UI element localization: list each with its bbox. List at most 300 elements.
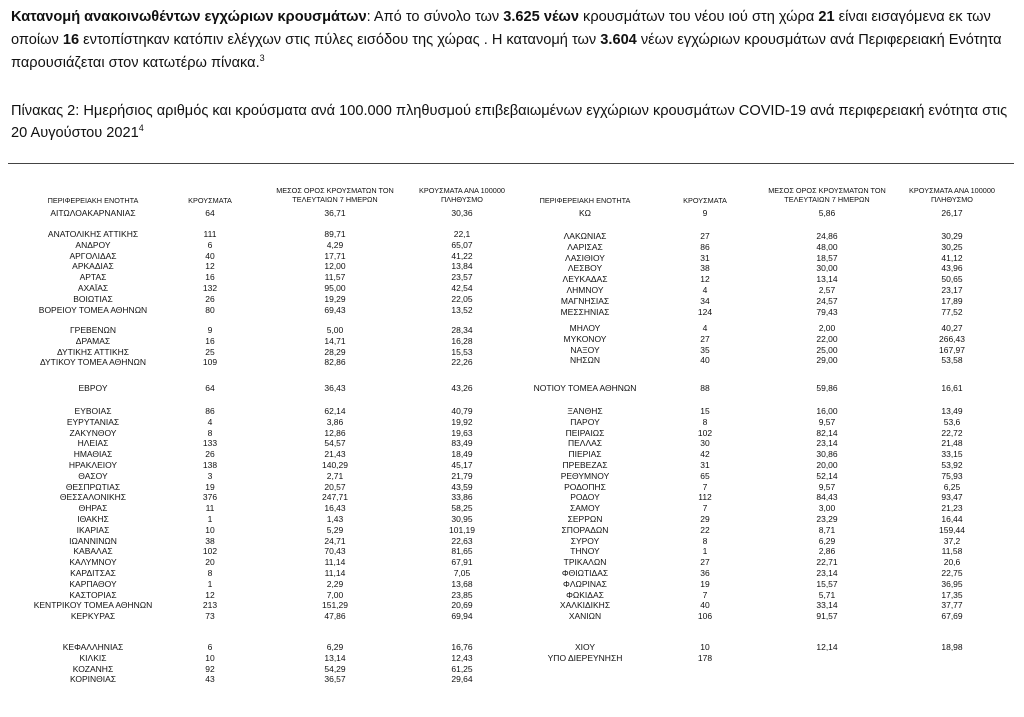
left-cell-cases: 64 [205,208,215,218]
right-cell-region: ΜΗΛΟΥ [569,323,601,333]
right-header-cases: ΚΡΟΥΣΜΑΤΑ [683,196,727,205]
left-cell-per100k: 43,59 [451,481,473,492]
left-cell-avg7: 4,29 [326,239,344,250]
left-cell-cases: 1 [207,578,213,589]
right-cell-cases: 42 [700,449,710,460]
right-cell-region: ΝΟΤΙΟΥ ΤΟΜΕΑ ΑΘΗΝΩΝ [533,383,637,393]
right-cell-per100k: 13,49 [941,406,963,416]
left-cell-region: ΕΥΒΟΙΑΣ [74,406,112,416]
right-cell-avg7: 25,00 [816,344,838,355]
left-cell-cases: 3 [207,470,213,481]
left-cell-cases: 86 [205,406,215,416]
right-cell-region: ΛΑΚΩΝΙΑΣ [563,231,607,241]
left-cell-avg7: 6,29 [326,642,344,652]
right-cell-avg7: 30,00 [816,263,838,274]
left-cell-per100k: 45,17 [451,460,473,470]
right-cell-per100k: 18,98 [941,642,963,652]
left-cell-cases: 9 [207,325,213,335]
right-cell-avg7: 82,14 [816,427,838,438]
right-cell-avg7: 9,57 [818,416,836,427]
right-cell-cases: 178 [697,652,713,663]
right-cell-cases: 31 [700,252,710,263]
left-cell-per100k: 13,52 [451,304,473,315]
right-cell-avg7: 2,86 [818,546,836,557]
left-cell-region: ΚΑΒΑΛΑΣ [73,546,113,557]
left-cell-region: ΘΕΣΣΑΛΟΝΙΚΗΣ [59,492,127,503]
right-cell-per100k: 30,29 [941,231,963,241]
right-cell-cases: 1 [702,546,708,557]
right-cell-cases: 40 [700,355,710,366]
intro-lead: Κατανομή ανακοινωθέντων εγχώριων κρουσμάτων [11,9,367,25]
right-cell-avg7: 5,86 [818,208,836,218]
right-cell-avg7: 2,57 [818,285,836,295]
right-cell-per100k: 23,17 [941,285,963,295]
right-cell-per100k: 53,58 [941,355,963,366]
left-cell-per100k: 12,43 [451,652,473,663]
left-cell-per100k: 19,63 [451,427,473,438]
right-cell-avg7: 22,71 [816,557,838,568]
left-cell-per100k: 22,05 [451,293,473,304]
left-cell-cases: 80 [205,304,215,315]
intro-domestic: 3.604 [600,32,637,48]
right-cell-cases: 112 [698,492,712,503]
right-cell-cases: 35 [700,344,710,355]
left-cell-region: ΑΝΔΡΟΥ [75,239,111,250]
right-cell-avg7: 12,14 [816,642,838,652]
right-cell-region: ΤΡΙΚΑΛΩΝ [563,557,607,568]
left-cell-region: ΚΑΣΤΟΡΙΑΣ [69,589,117,600]
left-cell-avg7: 36,71 [324,208,346,218]
left-cell-region: ΒΟΙΩΤΙΑΣ [73,293,113,304]
left-cell-avg7: 36,57 [324,674,346,685]
left-cell-avg7: 24,71 [324,535,346,546]
right-cell-per100k: 16,61 [941,383,963,393]
left-header-avg7: ΜΕΣΟΣ ΟΡΟΣ ΚΡΟΥΣΜΑΤΩΝ ΤΟΝ ΤΕΛΕΥΤΑΙΩΝ 7 ΗΜΕΡΩΝ [276,186,394,204]
left-cell-avg7: 11,14 [324,568,346,578]
right-cell-avg7: 3,00 [818,503,836,514]
right-cell-avg7: 29,00 [816,355,838,366]
right-cell-cases: 30 [700,438,710,449]
right-cell-region: ΧΑΛΚΙΔΙΚΗΣ [559,600,611,611]
left-cell-region: ΑΡΚΑΔΙΑΣ [72,261,114,272]
intro-total-new: 3.625 νέων [503,9,579,25]
right-cell-per100k: 53,92 [941,460,963,470]
right-cell-cases: 106 [697,611,713,622]
right-cell-region: ΜΑΓΝΗΣΙΑΣ [560,295,610,306]
right-cell-region: ΡΟΔΟΠΗΣ [564,481,606,492]
left-cell-avg7: 69,43 [324,304,346,315]
right-cell-per100k: 53,6 [943,416,961,427]
right-cell-avg7: 59,86 [816,383,838,393]
right-cell-per100k: 37,2 [943,535,961,546]
left-cell-region: ΗΛΕΙΑΣ [77,438,109,449]
left-cell-per100k: 65,07 [451,239,473,250]
right-cell-region: ΛΑΡΙΣΑΣ [567,241,603,252]
left-cell-region: ΚΑΡΠΑΘΟΥ [69,578,117,589]
right-cell-per100k: 30,25 [941,241,963,252]
right-cell-per100k: 159,44 [939,524,965,535]
intro-gates: 16 [62,32,80,48]
left-cell-per100k: 19,92 [451,416,473,427]
right-cell-region: ΧΙΟΥ [574,642,596,652]
left-cell-cases: 1 [207,514,213,524]
left-cell-cases: 111 [203,229,217,239]
left-cell-cases: 16 [205,272,215,283]
right-cell-region: ΣΠΟΡΑΔΩΝ [561,524,609,535]
left-cell-region: ΑΡΓΟΛΙΔΑΣ [69,250,117,261]
right-cell-avg7: 79,43 [816,306,838,317]
left-cell-avg7: 2,71 [326,470,344,481]
left-cell-cases: 213 [202,600,218,611]
left-cell-per100k: 22,63 [451,535,473,546]
intro-text-4: εντοπίστηκαν κατόπιν ελέγχων στις πύλες εισόδου της χώρας . Η κατανομή των [79,32,601,48]
left-cell-cases: 133 [202,438,218,449]
left-cell-avg7: 11,57 [324,272,346,283]
table-top-rule [8,163,1014,164]
right-cell-cases: 7 [702,589,708,600]
right-cell-avg7: 20,00 [816,460,838,470]
right-cell-region: ΣΥΡΟΥ [570,535,600,546]
left-cell-per100k: 15,53 [451,346,473,357]
right-cell-cases: 7 [702,481,708,492]
right-cell-cases: 65 [700,470,710,481]
left-cell-region: ΔΡΑΜΑΣ [75,335,111,346]
right-cell-region: ΥΠΟ ΔΙΕΡΕΥΝΗΣΗ [547,652,623,663]
left-cell-avg7: 5,00 [326,325,344,335]
left-cell-cases: 64 [205,383,215,393]
left-cell-cases: 10 [205,524,215,535]
left-cell-per100k: 41,22 [451,250,473,261]
left-cell-region: ΙΩΑΝΝΙΝΩΝ [69,535,117,546]
left-cell-region: ΚΑΡΔΙΤΣΑΣ [70,568,116,578]
right-cell-avg7: 13,14 [816,274,838,285]
right-cell-per100k: 16,44 [941,514,963,524]
left-cell-per100k: 58,25 [451,503,473,514]
right-cell-per100k: 17,89 [941,295,963,306]
right-cell-per100k: 41,12 [941,252,963,263]
left-cell-per100k: 42,54 [451,283,473,293]
right-cell-per100k: 6,25 [943,481,961,492]
right-cell-cases: 9 [702,208,708,218]
left-cell-cases: 6 [207,239,213,250]
left-cell-cases: 40 [205,250,215,261]
right-cell-region: ΦΘΙΩΤΙΔΑΣ [561,568,609,578]
left-cell-region: ΔΥΤΙΚΗΣ ΑΤΤΙΚΗΣ [56,346,130,357]
left-cell-avg7: 17,71 [324,250,346,261]
right-cell-cases: 4 [702,323,708,333]
right-cell-avg7: 16,00 [816,406,838,416]
left-cell-region: ΚΟΖΑΝΗΣ [72,663,114,674]
left-cell-avg7: 62,14 [324,406,346,416]
right-cell-cases: 19 [700,578,710,589]
left-header-cases: ΚΡΟΥΣΜΑΤΑ [188,196,232,205]
right-cell-per100k: 33,15 [941,449,963,460]
right-cell-cases: 38 [700,263,710,274]
right-cell-region: ΤΗΝΟΥ [570,546,600,557]
left-cell-per100k: 83,49 [451,438,473,449]
right-cell-avg7: 23,14 [816,568,838,578]
right-cell-avg7: 6,29 [818,535,836,546]
left-header-region: ΠΕΡΙΦΕΡΕΙΑΚΗ ΕΝΟΤΗΤΑ [47,196,139,205]
left-cell-cases: 38 [205,535,215,546]
left-cell-per100k: 69,94 [451,611,473,622]
left-cell-per100k: 67,91 [451,557,473,568]
right-cell-cases: 124 [697,306,713,317]
right-cell-avg7: 84,43 [816,492,838,503]
right-cell-region: ΣΕΡΡΩΝ [567,514,603,524]
left-cell-cases: 109 [202,357,218,368]
left-cell-region: ΕΥΡΥΤΑΝΙΑΣ [66,416,120,427]
right-cell-cases: 31 [700,460,710,470]
left-cell-per100k: 28,34 [451,325,473,335]
left-cell-cases: 25 [205,346,215,357]
right-cell-avg7: 23,29 [816,514,838,524]
right-cell-avg7: 91,57 [816,611,838,622]
right-cell-region: ΛΕΥΚΑΔΑΣ [562,274,608,285]
left-cell-avg7: 16,43 [324,503,346,514]
right-cell-cases: 12 [700,274,710,285]
right-cell-avg7: 24,57 [816,295,838,306]
left-cell-region: ΚΕΡΚΥΡΑΣ [70,611,116,622]
left-cell-per100k: 30,95 [451,514,473,524]
right-cell-cases: 36 [700,568,710,578]
left-cell-avg7: 11,14 [324,557,346,568]
right-cell-region: ΡΕΘΥΜΝΟΥ [560,470,610,481]
right-cell-per100k: 20,6 [943,557,961,568]
right-cell-region: ΛΗΜΝΟΥ [566,285,604,295]
left-cell-cases: 8 [207,568,213,578]
right-cell-per100k: 22,72 [941,427,963,438]
right-header-region: ΠΕΡΙΦΕΡΕΙΑΚΗ ΕΝΟΤΗΤΑ [539,196,631,205]
left-cell-cases: 26 [205,449,215,460]
table-caption [11,100,1015,144]
left-cell-avg7: 82,86 [324,357,346,368]
left-cell-avg7: 12,00 [324,261,346,272]
intro-text-1: : Από το σύνολο των [366,9,504,25]
right-cell-cases: 15 [700,406,710,416]
left-cell-per100k: 23,57 [451,272,473,283]
left-cell-cases: 102 [202,546,218,557]
left-header-per100k: ΚΡΟΥΣΜΑΤΑ ΑΝΑ 100000 ΠΛΗΘΥΣΜΟ [419,186,505,204]
right-cell-cases: 7 [702,503,708,514]
left-cell-cases: 10 [205,652,215,663]
right-cell-per100k: 21,48 [941,438,963,449]
left-cell-cases: 132 [202,283,218,293]
left-cell-cases: 26 [205,293,215,304]
right-cell-per100k: 37,77 [941,600,963,611]
right-cell-region: ΣΑΜΟΥ [569,503,600,514]
left-cell-cases: 12 [205,589,215,600]
left-cell-region: ΔΥΤΙΚΟΥ ΤΟΜΕΑ ΑΘΗΝΩΝ [39,357,147,368]
left-cell-region: ΚΙΛΚΙΣ [79,652,107,663]
left-cell-region: ΖΑΚΥΝΘΟΥ [69,427,117,438]
right-cell-region: ΜΕΣΣΗΝΙΑΣ [560,306,610,317]
right-cell-region: ΦΩΚΙΔΑΣ [566,589,604,600]
right-cell-region: ΜΥΚΟΝΟΥ [563,333,607,344]
left-cell-avg7: 28,29 [324,346,346,357]
right-cell-region: ΠΡΕΒΕΖΑΣ [562,460,608,470]
right-cell-avg7: 2,00 [818,323,836,333]
left-cell-region: ΚΟΡΙΝΘΙΑΣ [69,674,117,685]
left-cell-cases: 12 [205,261,215,272]
right-cell-region: ΞΑΝΘΗΣ [567,406,603,416]
left-cell-region: ΘΑΣΟΥ [78,470,108,481]
left-cell-avg7: 14,71 [324,335,346,346]
right-cell-per100k: 75,93 [941,470,963,481]
left-cell-region: ΗΡΑΚΛΕΙΟΥ [68,460,118,470]
right-cell-region: ΦΛΩΡΙΝΑΣ [563,578,607,589]
right-cell-per100k: 26,17 [941,208,963,218]
left-cell-region: ΑΙΤΩΛΟΑΚΑΡΝΑΝΙΑΣ [50,208,136,218]
left-cell-per100k: 13,84 [451,261,473,272]
right-header-avg7: ΜΕΣΟΣ ΟΡΟΣ ΚΡΟΥΣΜΑΤΩΝ ΤΟΝ ΤΕΛΕΥΤΑΙΩΝ 7 ΗΜΕΡΩΝ [768,186,886,204]
left-cell-per100k: 81,65 [451,546,473,557]
left-cell-avg7: 20,57 [324,481,346,492]
left-cell-avg7: 5,29 [326,524,344,535]
left-cell-avg7: 2,29 [326,578,344,589]
left-cell-avg7: 12,86 [324,427,346,438]
right-cell-avg7: 15,57 [816,578,838,589]
right-cell-region: ΠΑΡΟΥ [570,416,600,427]
right-cell-region: ΚΩ [578,208,592,218]
left-cell-per100k: 22,26 [451,357,473,368]
right-cell-avg7: 30,86 [816,449,838,460]
right-cell-per100k: 21,23 [941,503,963,514]
left-cell-cases: 4 [207,416,213,427]
left-cell-cases: 19 [205,481,215,492]
left-cell-per100k: 29,64 [451,674,473,685]
right-cell-per100k: 36,95 [941,578,963,589]
left-cell-region: ΗΜΑΘΙΑΣ [73,449,113,460]
left-cell-per100k: 61,25 [451,663,473,674]
right-cell-avg7: 52,14 [816,470,838,481]
left-cell-cases: 92 [205,663,215,674]
right-cell-avg7: 24,86 [816,231,838,241]
left-cell-avg7: 89,71 [324,229,346,239]
right-cell-region: ΠΙΕΡΙΑΣ [568,449,602,460]
caption-footnote: 4 [138,123,144,134]
left-cell-avg7: 95,00 [324,283,346,293]
left-cell-per100k: 40,79 [451,406,473,416]
left-cell-region: ΚΑΛΥΜΝΟΥ [69,557,117,568]
intro-text-5: νέων εγχώριων κρουσμάτων ανά Περιφερειακή Ενότητα παρουσιάζεται στον κατωτέρω πίνακα. [11,32,1002,71]
left-cell-per100k: 20,69 [451,600,473,611]
right-cell-avg7: 5,71 [818,589,836,600]
right-cell-cases: 27 [700,333,710,344]
right-cell-avg7: 9,57 [818,481,836,492]
left-cell-region: ΙΘΑΚΗΣ [77,514,109,524]
right-cell-per100k: 11,58 [941,546,963,557]
left-cell-per100k: 16,28 [451,335,473,346]
intro-text-2: κρουσμάτων του νέου ιού στη χώρα [578,9,819,25]
left-cell-avg7: 7,00 [326,589,344,600]
left-cell-avg7: 13,14 [324,652,346,663]
intro-imported: 21 [818,9,835,25]
intro-footnote: 3 [259,53,265,64]
right-cell-cases: 27 [700,231,710,241]
left-cell-avg7: 36,43 [324,383,346,393]
right-cell-per100k: 67,69 [941,611,963,622]
right-cell-cases: 29 [700,514,710,524]
right-cell-region: ΛΕΣΒΟΥ [567,263,603,274]
left-cell-per100k: 18,49 [451,449,473,460]
right-cell-per100k: 43,96 [941,263,963,274]
left-cell-avg7: 47,86 [324,611,346,622]
left-cell-avg7: 70,43 [324,546,346,557]
right-cell-per100k: 77,52 [941,306,963,317]
right-cell-per100k: 22,75 [941,568,963,578]
right-cell-cases: 86 [700,241,710,252]
left-cell-per100k: 7,05 [453,568,471,578]
left-cell-cases: 138 [202,460,218,470]
right-cell-cases: 40 [700,600,710,611]
left-cell-avg7: 247,71 [322,492,348,503]
left-cell-region: ΓΡΕΒΕΝΩΝ [70,325,116,335]
right-cell-region: ΝΑΞΟΥ [570,344,600,355]
right-cell-per100k: 50,65 [941,274,963,285]
left-cell-region: ΒΟΡΕΙΟΥ ΤΟΜΕΑ ΑΘΗΝΩΝ [38,304,148,315]
left-cell-per100k: 16,76 [451,642,473,652]
left-cell-avg7: 140,29 [322,460,348,470]
left-cell-region: ΚΕΝΤΡΙΚΟΥ ΤΟΜΕΑ ΑΘΗΝΩΝ [33,600,153,611]
left-cell-cases: 16 [205,335,215,346]
left-cell-avg7: 21,43 [324,449,346,460]
left-cell-avg7: 54,29 [324,663,346,674]
right-cell-region: ΠΕΙΡΑΙΩΣ [565,427,605,438]
left-cell-region: ΘΕΣΠΡΩΤΙΑΣ [65,481,121,492]
left-cell-cases: 73 [205,611,215,622]
right-cell-avg7: 22,00 [816,333,838,344]
caption-text: Πίνακας 2: Ημερήσιος αριθμός και κρούσματα ανά 100.000 πληθυσμού επιβεβαιωμένων εγχώριων κρουσμάτων COVID-19 ανά περιφερειακή ενότητα στις 20 Αυγούστου 2021 [11,103,1008,141]
left-cell-region: ΙΚΑΡΙΑΣ [76,524,110,535]
right-cell-cases: 8 [702,416,708,427]
left-cell-per100k: 43,26 [451,383,473,393]
left-cell-per100k: 33,86 [451,492,473,503]
right-cell-avg7: 48,00 [816,241,838,252]
right-cell-region: ΛΑΣΙΘΙΟΥ [565,252,605,263]
right-cell-per100k: 93,47 [941,492,963,503]
right-cell-cases: 22 [700,524,710,535]
left-cell-per100k: 22,1 [453,229,471,239]
right-cell-per100k: 40,27 [941,323,963,333]
right-cell-per100k: 17,35 [941,589,963,600]
right-cell-region: ΝΗΣΩΝ [569,355,601,366]
right-cell-region: ΠΕΛΛΑΣ [567,438,603,449]
right-cell-cases: 102 [697,427,713,438]
left-cell-avg7: 54,57 [324,438,346,449]
left-cell-cases: 6 [207,642,213,652]
left-cell-region: ΚΕΦΑΛΛΗΝΙΑΣ [62,642,124,652]
left-cell-cases: 20 [205,557,215,568]
left-cell-region: ΑΧΑΪΑΣ [77,283,109,293]
left-cell-avg7: 3,86 [326,416,344,427]
left-cell-per100k: 101,19 [449,524,475,535]
left-cell-cases: 8 [207,427,213,438]
right-cell-per100k: 266,43 [939,333,965,344]
left-cell-cases: 11 [205,503,215,514]
right-cell-avg7: 23,14 [816,438,838,449]
right-cell-cases: 10 [700,642,710,652]
right-cell-cases: 8 [702,535,708,546]
right-cell-avg7: 8,71 [818,524,836,535]
left-cell-per100k: 23,85 [451,589,473,600]
right-cell-region: ΡΟΔΟΥ [570,492,600,503]
right-cell-per100k: 167,97 [939,344,965,355]
left-cell-cases: 376 [202,492,218,503]
right-cell-cases: 4 [702,285,708,295]
left-cell-region: ΘΗΡΑΣ [78,503,108,514]
right-cell-cases: 88 [700,383,710,393]
